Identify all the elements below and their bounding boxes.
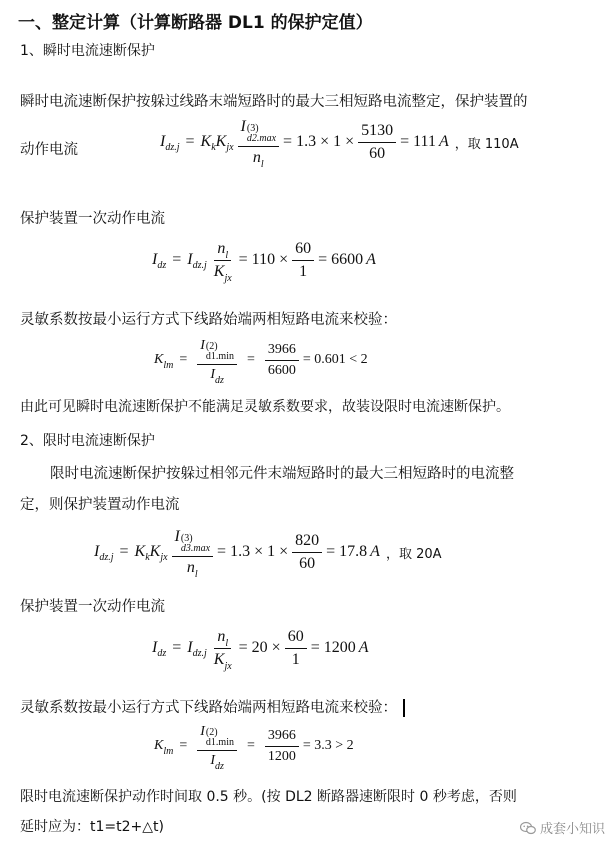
- section-2-paragraph-line1: 限时电流速断保护按躲过相邻元件末端短路时的最大三相短路时的电流整: [50, 466, 514, 482]
- sensitivity-label: 灵敏系数按最小运行方式下线路始端两相短路电流来校验：: [20, 312, 397, 328]
- primary-current-label-2: 保护装置一次动作电流: [20, 599, 165, 615]
- primary-current-label: 保护装置一次动作电流: [20, 211, 165, 227]
- page-title: 一、整定计算（计算断路器 DL1 的保护定值）: [18, 13, 373, 33]
- conclusion-text: 由此可见瞬时电流速断保护不能满足灵敏系数要求，故装设限时电流速断保护。: [20, 399, 510, 415]
- equation-2-1: I dz.j = K k K jx I (3) d3.max $n_l$ = 1.3 × 1 × $\frac{820}{60}$ = 17.8 A ，取 20A: [94, 528, 442, 580]
- watermark: [520, 818, 605, 837]
- time-setting-line2: 延时应为：t1=t2+△t): [20, 819, 164, 835]
- wechat-icon: [520, 820, 536, 836]
- equation-1-1: I dz.j = K k K jx I (3) d2.max $n_l$ = 1.3 × 1 × $\frac{5130}{60}$ = 111 A ，取 110A: [160, 118, 519, 170]
- section-1-paragraph: 瞬时电流速断保护按躲过线路末端短路时的最大三相短路电流整定，保护装置的: [20, 94, 528, 110]
- section-2-heading: 2、限时电流速断保护: [20, 433, 155, 449]
- text-cursor: [403, 699, 405, 717]
- watermark-text: 成套小知识: [539, 822, 605, 837]
- time-setting-line1: 限时电流速断保护动作时间取 0.5 秒。(按 DL2 断路器速断限时 0 秒考虑，否则: [20, 789, 517, 805]
- action-current-label: 动作电流: [20, 142, 78, 158]
- equation-2-2: I dz = I dz.j $\frac{n_l}{K_{jx}}$ = 20 × $\frac{60}{1}$ = 1200 A: [152, 628, 369, 672]
- equation-1-2: I dz = I dz.j $\frac{n_l}{K_{jx}}$ = 110 × $\frac{60}{1}$ = 6600 A: [152, 240, 376, 284]
- section-2-paragraph-line2: 定，则保护装置动作电流: [20, 497, 180, 513]
- equation-2-3: K lm = I (2) d1.min $I_{dz}$ = $\frac{3966}{1200}$ = 3.3 > 2: [154, 724, 354, 772]
- equation-1-3: K lm = I (2) d1.min $I_{dz}$ = $\frac{3966}{6600}$ = 0.601 < 2: [154, 338, 368, 386]
- section-1-heading: 1、瞬时电流速断保护: [20, 43, 155, 59]
- sensitivity-label-2: 灵敏系数按最小运行方式下线路始端两相短路电流来校验：: [20, 696, 405, 717]
